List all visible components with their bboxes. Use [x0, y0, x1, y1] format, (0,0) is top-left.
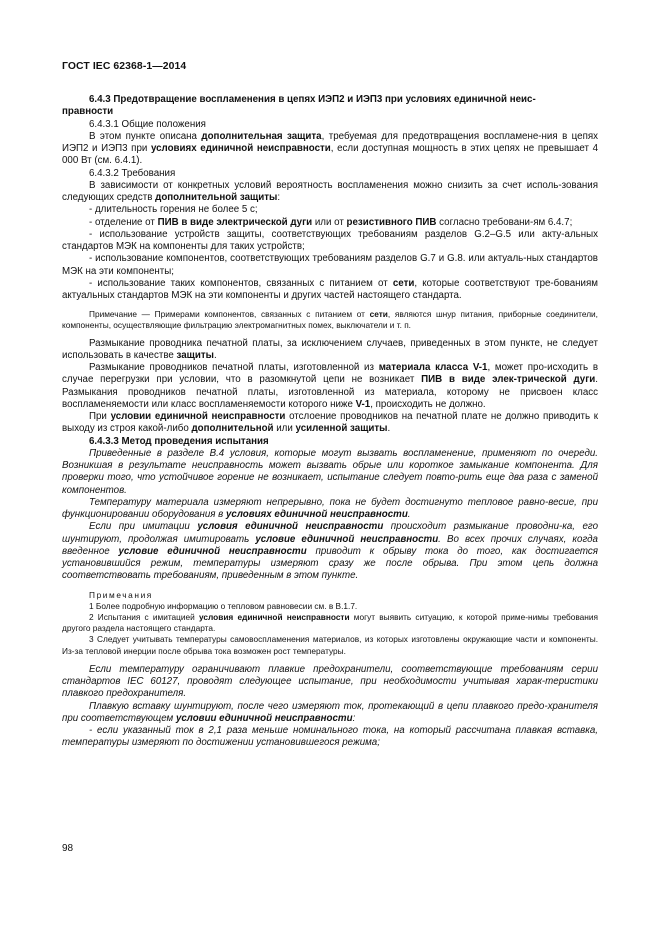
paragraph-general: В этом пункте описана дополнительная защита, требуемая для предотвращения воспламене-ния в цепях ИЭП2 и ИЭП3 при условиях единичной неисправности, если доступная мощность в этих цепях не превышает 4 000 Вт (см. 6.4.1).	[62, 130, 599, 167]
page-body	[62, 94, 598, 750]
notes-heading: Примечания	[89, 589, 153, 600]
paragraph: При условии единичной неисправности отслоение проводников на печатной плате не должно приводить к выходу из строя какой-либо дополнительной или усиленной защиты.	[62, 411, 599, 435]
list-item: - использование таких компонентов, связанных с питанием от сети, которые соответствуют тре-бованиям актуальных стандартов МЭК на эти компоненты и других частей настоящего стандарта.	[62, 277, 598, 301]
list-item: - использование устройств защиты, соответствующих требованиям разделов G.2–G.5 или акту-альных стандартов МЭК на компоненты для таких устройств;	[62, 228, 598, 252]
list-item: - отделение от ПИВ в виде электрической дуги или от резистивного ПИВ согласно требовани-ям 6.4.7;	[89, 216, 573, 228]
paragraph: Размыкание проводников печатной платы, изготовленной из материала класса V-1, может про-исходить в случае перегрузки при условии, что в разомкнутой цепи не возникает ПИВ в виде элек-трической дуги. Размыкания проводников печатной платы, изготовленной из материала, которому не присвоен класс воспламеняемости или класс воспламеняемости которого ниже V-1, происходить не должно.	[62, 362, 598, 410]
test-paragraph: Температуру материала измеряют непрерывно, пока не будет достигнуто тепловое равно-весие, при функционировании оборудования в условиях единичной неисправности.	[62, 496, 598, 521]
subsection-6-4-3-2-title: 6.4.3.2 Требования	[89, 167, 176, 179]
list-item: - длительность горения не более 5 с;	[89, 204, 258, 216]
test-paragraph: Приведенные в разделе В.4 условия, которые могут вызвать воспламенение, применяют по очереди. Возникшая в результате неисправность может вызвать обрые или короткое замыкание компонента. Для проверки того, что устойчивое горение не возникает, испытание следует повто-рить еще два раза с заменой компонентов.	[62, 447, 598, 496]
test-paragraph: Если при имитации условия единичной неисправности происходит размыкание проводни-ка, его шунтируют, продолжая имитировать условие единичной неисправности. Во всех прочих случаях, когда введенное условие единичной неисправности приводит к обрыву тока до того, как достигается установившийся режим, температуры измеряют сразу же после обрыва. При этом цепь должна соответствовать требованиям, приведенным в этом пункте.	[62, 521, 598, 582]
test-paragraph: - если указанный ток в 2,1 раза меньше номинального тока, на который рассчитана плавкая вставка, температуры измеряют по достижении установившегося режима;	[62, 725, 598, 749]
paragraph: Размыкание проводника печатной платы, за исключением случаев, приведенных в этом пункте, не следует использовать в качестве защиты.	[62, 337, 598, 361]
note: 2 Испытания с имитацией условия единичной неисправности могут выявить ситуацию, к которой приме-нимы требования другого раздела настоящего стандарта.	[62, 612, 598, 634]
note: 3 Следует учитывать температуры самовоспламенения материалов, из которых изготовлены окружающие части и компоненты. Из-за тепловой инерции после обрыва тока возможен рост температуры.	[62, 634, 598, 656]
page-number: 98	[62, 843, 74, 854]
list-item: - использование компонентов, соответствующих требованиям разделов G.7 и G.8. или актуаль-ных стандартов МЭК на эти компоненты;	[62, 253, 598, 277]
standard-header: ГОСТ IEC 62368-1—2014	[62, 61, 187, 72]
paragraph-requirements: В зависимости от конкретных условий вероятность воспламенения можно снизить за счет исполь-зования следующих средств дополнительной защиты:	[62, 179, 598, 203]
section-6-4-3-title-cont: правности	[62, 106, 114, 118]
subsection-6-4-3-3-title: 6.4.3.3 Метод проведения испытания	[89, 435, 269, 447]
subsection-6-4-3-1-title: 6.4.3.1 Общие положения	[89, 118, 206, 130]
test-paragraph: Плавкую вставку шунтируют, после чего измеряют ток, протекающий в цепи плавкого предо-хранителя при соответствующем условии единичной неисправности:	[62, 700, 598, 724]
test-paragraph: Если температуру ограничивают плавкие предохранители, соответствующие требованиям серии стандартов IEC 60127, проводят следующее испытание, при необходимости учитывая харак-теристики плавкого предохранителя.	[62, 663, 598, 700]
note: Примечание — Примерами компонентов, связанных с питанием от сети, являются шнур питания, приборные соединители, компоненты, осуществляющие фильтрацию электромагнитных помех, выключатели и т. п.	[62, 309, 598, 331]
section-6-4-3-title: 6.4.3 Предотвращение воспламенения в цепях ИЭП2 и ИЭП3 при условиях единичной неис-	[89, 94, 536, 105]
note: 1 Более подробную информацию о тепловом равновесии см. в В.1.7.	[89, 600, 358, 611]
